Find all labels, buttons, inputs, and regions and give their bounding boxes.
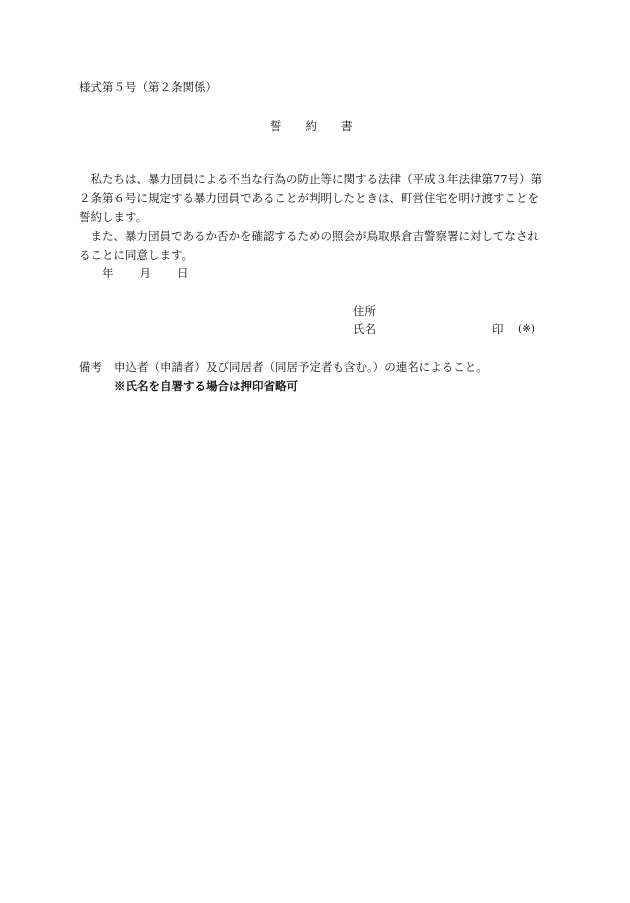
date-year-label: 年 — [102, 266, 114, 280]
title-char: 約 — [305, 119, 317, 133]
body-line: 私たちは、暴力団員による不当な行為の防止等に関する法律（平成３年法律第77号）第 — [79, 172, 543, 186]
remarks-label: 備考 — [79, 360, 102, 374]
date-line — [102, 268, 189, 280]
date-day-label: 日 — [177, 266, 189, 280]
remarks-bold-note: ※氏名を自署する場合は押印省略可 — [114, 379, 298, 393]
body-line: ２条第６号に規定する暴力団員であることが判明したときは、町営住宅を明け渡すことを — [79, 191, 539, 205]
date-month-label: 月 — [139, 266, 151, 280]
remarks-text: 申込者（申請者）及び同居者（同居予定者も含む。）の連名によること。 — [114, 360, 488, 374]
body-line: また、暴力団員であるか否かを確認するための照会が鳥取県倉吉警察署に対してなされ — [79, 229, 539, 243]
seal-note: (※) — [518, 323, 535, 335]
form-number: 様式第５号（第２条関係） — [79, 80, 217, 94]
body-line: 誓約します。 — [79, 210, 148, 224]
address-label: 住所 — [353, 304, 376, 318]
title-char: 誓 — [270, 119, 282, 133]
seal-label: 印 — [492, 322, 504, 336]
body-line: ることに同意します。 — [79, 248, 194, 262]
title-char: 書 — [341, 119, 353, 133]
document-title — [270, 121, 353, 133]
name-label: 氏名 — [353, 322, 376, 336]
